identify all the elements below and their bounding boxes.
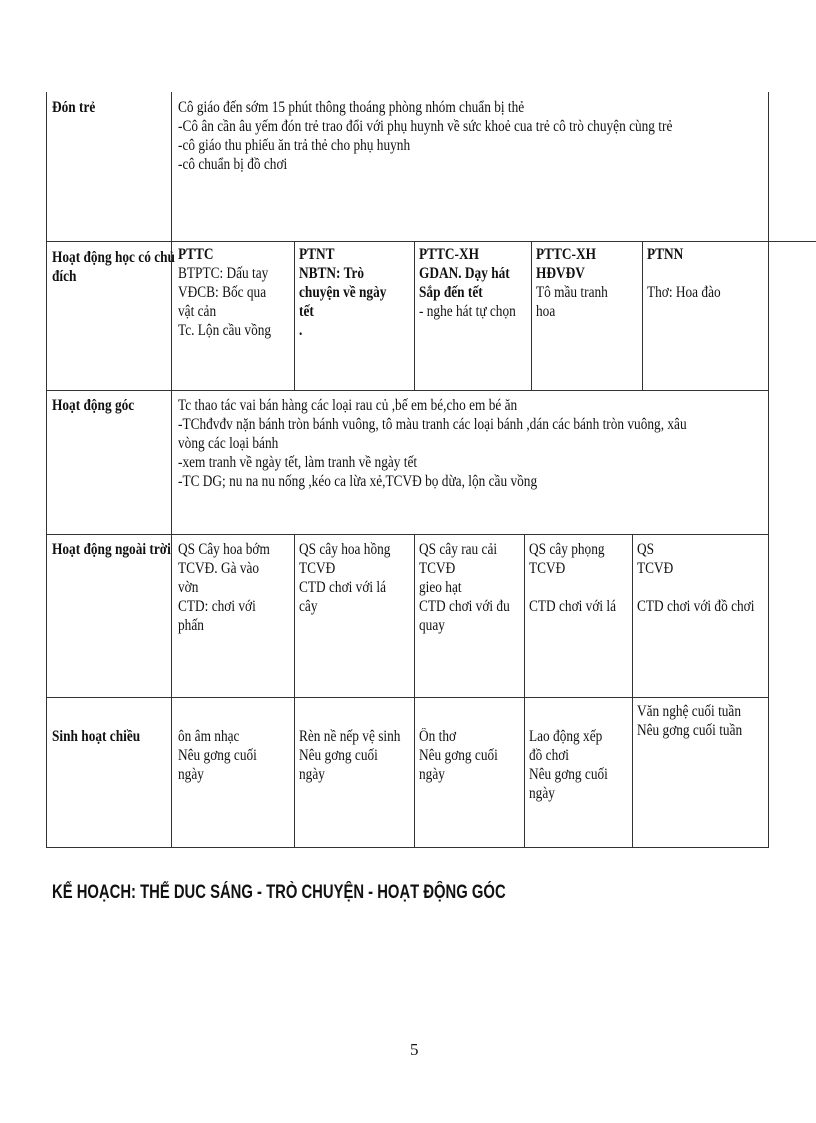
row-label-hoat-dong-goc: Hoạt động góc — [52, 397, 135, 414]
table-bottom-border — [46, 847, 769, 848]
column-divider — [531, 241, 532, 390]
ngoai-troi-cell-1: QS Cây hoa bớm TCVĐ. Gà vào vờn CTD: chơi với phấn — [178, 541, 270, 634]
column-divider — [414, 534, 415, 697]
ngoai-troi-cell-2: QS cây hoa hồng TCVĐ CTD chơi với lá cây — [299, 541, 391, 615]
column-divider — [294, 697, 295, 847]
row-label-hoat-dong-ngoai-troi: Hoạt động ngoài trời — [52, 541, 171, 558]
hoc-cell-ptnt: PTNT NBTN: Trò chuyện về ngày tết . — [299, 246, 387, 339]
hoc-cell-pttc-xh-gdan: PTTC-XH GDAN. Dạy hát Sắp đến tết - nghe hát tự chọn — [419, 246, 516, 320]
ngoai-troi-cell-5: QS TCVĐ CTD chơi với đồ chơi — [637, 541, 755, 615]
hoc-cell-ptnn: PTNN Thơ: Hoa đào — [647, 246, 721, 301]
column-divider — [414, 241, 415, 390]
column-divider — [524, 534, 525, 697]
table-right-border — [768, 92, 769, 847]
column-divider — [414, 697, 415, 847]
column-divider — [294, 534, 295, 697]
hoc-cell-pttc: PTTC BTPTC: Dấu tay VĐCB: Bốc qua vật cản Tc. Lộn cầu vồng — [178, 246, 272, 339]
don-tre-content: Cô giáo đến sớm 15 phút thông thoáng phòng nhóm chuẩn bị thẻ -Cô ân cần âu yếm đón trẻ trao đổi với phụ huynh về sức khoẻ cua trẻ cô trò chuyện cùng trẻ -cô giáo thu phiếu ăn trả thẻ cho phụ huynh -cô chuẩn bị đồ chơi — [178, 99, 673, 173]
row-divider — [46, 534, 769, 535]
column-divider — [524, 697, 525, 847]
row-divider — [46, 390, 769, 391]
hoc-cell-pttc-xh-hdvdv: PTTC-XH HĐVĐV Tô mầu tranh hoa — [536, 246, 608, 320]
column-divider — [642, 241, 643, 390]
sinh-hoat-cell-2: Rèn nề nếp vệ sinh Nêu gơng cuối ngày — [299, 728, 401, 783]
sinh-hoat-cell-4: Lao động xếp đồ chơi Nêu gơng cuối ngày — [529, 728, 608, 802]
row-label-sinh-hoat-chieu: Sinh hoạt chiều — [52, 728, 141, 745]
section-heading: KẾ HOẠCH: THỂ DUC SÁNG - TRÒ CHUYỆN - HOẠT ĐỘNG GÓC — [52, 882, 506, 903]
row-divider — [46, 241, 816, 242]
goc-content: Tc thao tác vai bán hàng các loại rau củ ,bế em bé,cho em bé ăn -TChđvđv nặn bánh tròn bánh vuông, tô màu tranh các loại bánh ,dán các bánh tròn vuông, xâu vòng các loại bánh -xem tranh về ngày tết, làm tranh về ngày tết -TC DG; nu na nu nống ,kéo ca lừa xẻ,TCVĐ bọ dừa, lộn cầu vồng — [178, 397, 687, 490]
row-divider — [46, 697, 769, 698]
label-column-divider — [171, 92, 172, 847]
row-label-hoat-dong-hoc: Hoạt động học có chủ đích — [52, 249, 175, 285]
ngoai-troi-cell-3: QS cây rau cải TCVĐ gieo hạt CTD chơi với đu quay — [419, 541, 510, 634]
column-divider — [632, 534, 633, 697]
sinh-hoat-cell-3: Ôn thơ Nêu gơng cuối ngày — [419, 728, 498, 783]
sinh-hoat-cell-1: ôn âm nhạc Nêu gơng cuối ngày — [178, 728, 257, 783]
column-divider — [294, 241, 295, 390]
sinh-hoat-cell-5: Văn nghệ cuối tuần Nêu gơng cuối tuần — [637, 703, 743, 739]
row-label-don-tre: Đón trẻ — [52, 99, 96, 116]
column-divider — [632, 697, 633, 847]
ngoai-troi-cell-4: QS cây phọng TCVĐ CTD chơi với lá — [529, 541, 617, 615]
page-number: 5 — [410, 1040, 419, 1059]
table-left-border — [46, 92, 47, 847]
